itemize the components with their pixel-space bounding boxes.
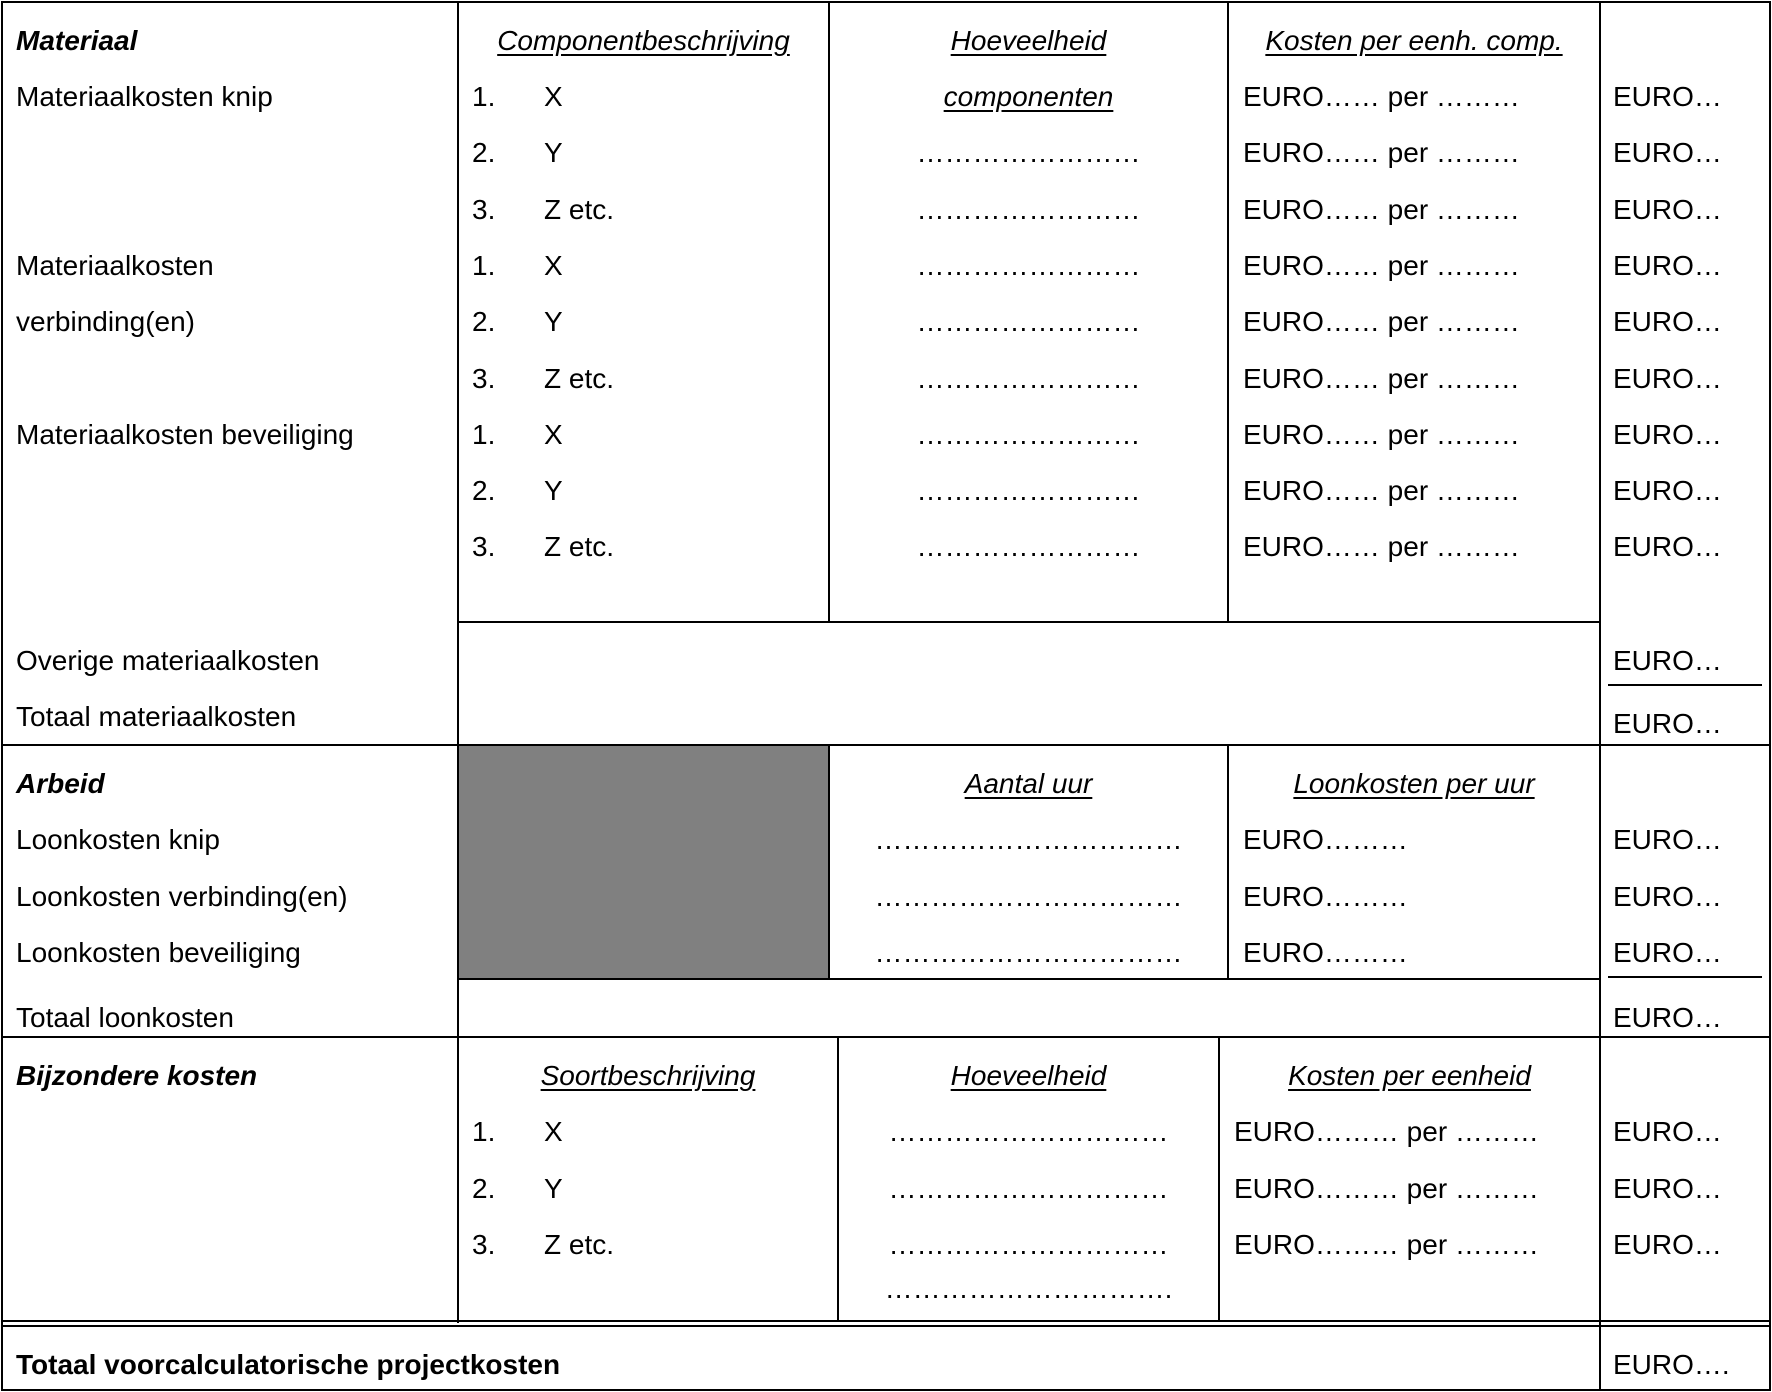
total-overige: EURO… [1613, 645, 1722, 676]
materiaal-row-number: 2. [472, 306, 496, 338]
materiaal-row-total: EURO… [1613, 249, 1722, 281]
materiaal-row-quantity: …………………… [916, 362, 1141, 394]
materiaal-row-number: 3. [472, 362, 496, 394]
materiaal-row-component: X [544, 81, 563, 112]
materiaal-row-cost: EURO…… per ……… [1243, 193, 1520, 225]
col-header-bijz-quantity: Hoeveelheid [950, 1060, 1107, 1091]
double-line-upper [1, 1320, 1771, 1322]
col-header-quantity-line-2: componenten [943, 81, 1114, 112]
col-header-type: Soortbeschrijving [540, 1060, 756, 1091]
materiaal-row-quantity: …………………… [916, 249, 1141, 281]
bijzondere-row-type: X [544, 1116, 563, 1147]
row-label-materiaal-knip: Materiaalkosten knip [16, 81, 273, 112]
bijzondere-row-number: 2. [472, 1172, 496, 1204]
border-right [1769, 1, 1771, 1391]
arbeid-row-wage: EURO……… [1243, 824, 1408, 855]
materiaal-row-cost: EURO…… per ……… [1243, 306, 1520, 338]
materiaal-row-cost: EURO…… per ……… [1243, 81, 1520, 112]
materiaal-row-number: 3. [472, 193, 496, 225]
bijzondere-row-number: 1. [472, 1116, 496, 1147]
materiaal-row-quantity: …………………… [916, 418, 1141, 450]
bijzondere-row-quantity: ………………………… [888, 1172, 1169, 1204]
materiaal-row-cost: EURO…… per ……… [1243, 249, 1520, 281]
arbeid-row-wage: EURO……… [1243, 937, 1408, 968]
materiaal-row-total: EURO… [1613, 418, 1722, 450]
col-header-bijz-cost: Kosten per eenheid [1288, 1060, 1531, 1091]
double-line-lower [1, 1325, 1771, 1327]
materiaal-row-quantity: …………………… [916, 475, 1141, 507]
arbeid-row-hours: …………………………… [874, 880, 1183, 912]
materiaal-row-number: 3. [472, 531, 496, 563]
bijzondere-row-cost: EURO……… per ……… [1234, 1229, 1539, 1260]
materiaal-row-number: 1. [472, 249, 496, 281]
arbeid-row-total: EURO… [1613, 880, 1722, 912]
border-left [1, 1, 3, 1391]
materiaal-row-total: EURO… [1613, 531, 1722, 563]
materiaal-row-component: X [544, 418, 563, 450]
sum-line-arbeid [1608, 976, 1762, 978]
materiaal-row-total: EURO… [1613, 81, 1722, 112]
col-header-quantity-line-1: Hoeveelheid [950, 25, 1107, 56]
bijzondere-row-type: Z etc. [544, 1229, 615, 1260]
divider-label-col [457, 1, 459, 1323]
materiaal-row-quantity: …………………… [916, 531, 1141, 563]
row-label-materiaal-beveiliging: Materiaalkosten beveiliging [16, 419, 354, 450]
arbeid-row-wage: EURO……… [1243, 880, 1408, 912]
section-heading-arbeid: Arbeid [16, 768, 105, 799]
bijzondere-row-cost: EURO……… per ……… [1234, 1116, 1539, 1147]
col-header-cost-per-unit: Kosten per eenh. comp. [1265, 25, 1563, 56]
row-label-overige: Overige materiaalkosten [16, 645, 320, 676]
section-heading-materiaal: Materiaal [16, 25, 138, 56]
materiaal-row-total: EURO… [1613, 306, 1722, 338]
materiaal-row-number: 2. [472, 475, 496, 507]
row-label-totaal-loon: Totaal loonkosten [16, 1002, 234, 1033]
bijzondere-row-quantity: ………………………… [888, 1116, 1169, 1147]
divider-total-col [1599, 1, 1601, 1391]
materiaal-row-total: EURO… [1613, 475, 1722, 507]
total-materiaal: EURO… [1613, 708, 1722, 739]
materiaal-row-cost: EURO…… per ……… [1243, 362, 1520, 394]
materiaal-col-divider-2 [1227, 1, 1229, 623]
arbeid-subtable-bottom [457, 978, 1601, 980]
grand-total-value: EURO…. [1613, 1349, 1730, 1380]
materiaal-row-total: EURO… [1613, 137, 1722, 169]
row-label-materiaal-verbinding-2: verbinding(en) [16, 306, 195, 337]
section-heading-bijzondere: Bijzondere kosten [16, 1060, 258, 1091]
materiaal-row-cost: EURO…… per ……… [1243, 418, 1520, 450]
materiaal-row-quantity: …………………… [916, 137, 1141, 169]
bijzondere-row-total: EURO… [1613, 1229, 1722, 1260]
bijzondere-row-number: 3. [472, 1229, 496, 1260]
materiaal-row-component: Y [544, 306, 563, 338]
sum-line-materiaal [1608, 684, 1762, 686]
border-bottom [1, 1389, 1771, 1391]
materiaal-subtable-bottom [457, 621, 1601, 623]
materiaal-row-quantity: …………………… [916, 193, 1141, 225]
divider-arbeid-bijzondere [1, 1036, 1771, 1038]
arbeid-row-label: Loonkosten beveiliging [16, 937, 301, 968]
col-header-wage: Loonkosten per uur [1293, 768, 1535, 799]
bijzondere-row-total: EURO… [1613, 1172, 1722, 1204]
bijzondere-row-cost: EURO……… per ……… [1234, 1172, 1539, 1204]
arbeid-row-label: Loonkosten knip [16, 824, 220, 855]
materiaal-row-total: EURO… [1613, 362, 1722, 394]
col-header-component: Componentbeschrijving [497, 25, 790, 56]
bijzondere-row-quantity: ………………………… [888, 1229, 1169, 1260]
border-top [1, 1, 1771, 3]
materiaal-row-cost: EURO…… per ……… [1243, 137, 1520, 169]
row-label-materiaal-verbinding-1: Materiaalkosten [16, 250, 214, 281]
materiaal-row-cost: EURO…… per ……… [1243, 531, 1520, 563]
bijzondere-row-total: EURO… [1613, 1116, 1722, 1147]
arbeid-row-total: EURO… [1613, 824, 1722, 855]
arbeid-row-total: EURO… [1613, 937, 1722, 968]
materiaal-row-number: 1. [472, 81, 496, 112]
materiaal-row-number: 1. [472, 418, 496, 450]
materiaal-row-cost: EURO…… per ……… [1243, 475, 1520, 507]
materiaal-row-number: 2. [472, 137, 496, 169]
bijzondere-row-type: Y [544, 1172, 563, 1204]
row-label-totaal-materiaal: Totaal materiaalkosten [16, 701, 297, 732]
arbeid-row-hours: …………………………… [874, 937, 1183, 968]
arbeid-row-hours: …………………………… [874, 824, 1183, 855]
materiaal-row-component: Z etc. [544, 362, 615, 394]
materiaal-row-total: EURO… [1613, 193, 1722, 225]
materiaal-row-component: X [544, 249, 563, 281]
materiaal-row-component: Z etc. [544, 193, 615, 225]
arbeid-row-label: Loonkosten verbinding(en) [16, 880, 348, 912]
extra-quantity-dots: …………………………. [884, 1273, 1173, 1304]
total-arbeid: EURO… [1613, 1002, 1722, 1033]
grand-total-label: Totaal voorcalculatorische projectkosten [16, 1349, 561, 1380]
materiaal-row-component: Z etc. [544, 531, 615, 563]
materiaal-row-quantity: …………………… [916, 306, 1141, 338]
materiaal-row-component: Y [544, 475, 563, 507]
shaded-cell [459, 746, 828, 978]
divider-materiaal-arbeid [1, 744, 1771, 746]
col-header-hours: Aantal uur [964, 768, 1093, 799]
materiaal-row-component: Y [544, 137, 563, 169]
